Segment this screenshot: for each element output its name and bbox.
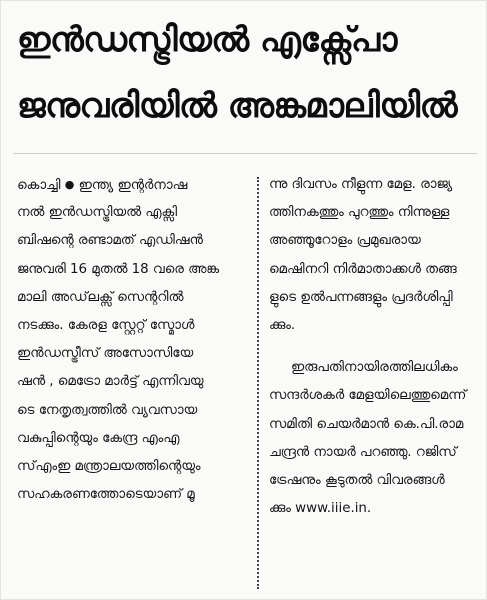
text-line: ഷൻ , മെട്രോ മാർട്ട് എന്നിവയു	[17, 374, 204, 390]
text-line: ളുടെ ഉൽപന്നങ്ങളും പ്രദർശിപ്പി	[269, 289, 453, 305]
text-line: സമിതി ചെയർമാൻ കെ.പി.രാമ	[269, 416, 464, 432]
text-line: ജനുവരി 16 മുതൽ 18 വരെ അങ്ക	[17, 261, 220, 277]
text-line: ടെ നേതൃത്വത്തിൽ വ്യവസായ	[17, 402, 198, 418]
left-column	[17, 171, 247, 509]
text-line: ഇന്ത്യ ഇന്റർനാഷ	[78, 178, 188, 194]
text-line: വകുപ്പിന്റെയും കേന്ദ്ര എംഎ	[17, 430, 180, 446]
text-line: മെഷിനറി നിർമാതാക്കൾ തങ്ങ	[269, 261, 457, 277]
right-column	[269, 171, 479, 523]
text-line: ക്കും www.iiie.in.	[269, 501, 372, 517]
text-line: അഞ്ഞൂറോളം പ്രമുഖരായ	[269, 233, 421, 249]
text-line: സഹകരണത്തോടെയാണ് മൂ	[17, 487, 195, 503]
text-line: ന്നു ദിവസം നീളുന്ന മേള. രാജ്യ	[269, 177, 453, 192]
text-line: ക്കും.	[269, 317, 296, 333]
text-line: ത്തിനകത്തും പുറത്തും നിന്നുള്ള	[269, 205, 450, 221]
text-line: ചന്ദ്രൻ നായർ പറഞ്ഞു. റജിസ്	[269, 444, 457, 460]
dateline: കൊച്ചി	[17, 178, 61, 194]
paragraph-gap	[269, 340, 479, 354]
headline-rule	[13, 153, 477, 154]
headline-line-2: ജനുവരിയിൽ അങ്കമാലിയിൽ	[17, 86, 458, 126]
text-line: സന്ദർശകർ മേളയിലെത്തുമെന്ന്	[269, 388, 467, 404]
text-line: നൽ ഇൻഡസ്ട്രിയൽ എക്സി	[17, 205, 178, 221]
headline-line-1: ഇൻഡസ്ട്രിയൽ എക്സ്പോ	[17, 20, 397, 60]
text-line: ട്രേഷനും കൂടുതൽ വിവരങ്ങൾ	[269, 472, 445, 488]
text-line: മാലി അഡ്‌ലക്സ് സെന്ററിൽ	[17, 289, 184, 305]
column-divider	[257, 177, 259, 589]
text-line: സ്എംഇ മന്ത്രാലയത്തിന്റെയും	[17, 458, 201, 474]
text-line: ഇരുപതിനായിരത്തിലധികം	[291, 360, 458, 376]
text-line: ബിഷന്റെ രണ്ടാമത് എഡിഷൻ	[17, 233, 203, 249]
bullet-icon: ●	[64, 178, 75, 191]
headline	[17, 7, 477, 139]
text-line: നടക്കും. കേരള സ്റ്റേറ്റ് സ്മോൾ	[17, 317, 195, 333]
first-line	[17, 171, 247, 199]
text-line: ഇൻഡസ്ട്രീസ് അസോസിയേ	[17, 346, 194, 362]
